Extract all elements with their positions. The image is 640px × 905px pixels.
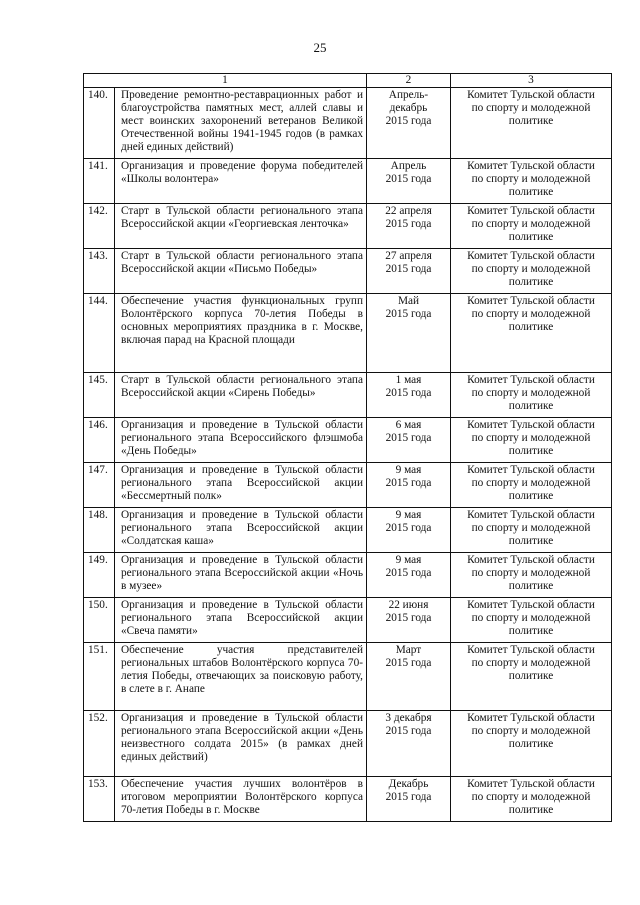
row-number: 148.: [84, 508, 115, 553]
responsible-party: [451, 88, 612, 159]
event-description: Организация и проведение в Тульской области регионального этапа Всероссийского флэшмоба «День Победы»: [115, 418, 367, 463]
event-description: Обеспечение участия лучших волонтёров в итоговом мероприятии Волонтёрского корпуса 70-летия Победы в г. Москве: [115, 777, 367, 822]
responsible-party-line: политике: [508, 670, 554, 682]
responsible-party-line: по спорту и молодежной: [471, 308, 591, 320]
responsible-party-line: политике: [508, 804, 554, 816]
responsible-party: [451, 294, 612, 373]
responsible-party-line: политике: [508, 580, 554, 592]
event-description: Организация и проведение форума победителей «Школы волонтера»: [115, 159, 367, 204]
responsible-party-line: политике: [508, 738, 554, 750]
responsible-party-line: Комитет Тульской области: [467, 374, 595, 386]
event-date-line: Май: [397, 295, 420, 307]
event-description: Обеспечение участия функциональных групп Волонтёрского корпуса 70-летия Победы в основных мероприятиях праздника в г. Москве, включая парад на Красной площади: [115, 294, 367, 373]
responsible-party-line: политике: [508, 625, 554, 637]
column-header-1: 1: [84, 74, 367, 88]
responsible-party-line: политике: [508, 400, 554, 412]
event-date-line: 2015 года: [385, 657, 432, 669]
table-row: [84, 418, 612, 463]
event-date: [367, 643, 451, 711]
event-description: Проведение ремонтно-реставрационных работ и благоустройства памятных мест, аллей славы и мест воинских захоронений ветеранов Великой Отечественной войны 1941-1945 годов (в рамках дней единых действий): [115, 88, 367, 159]
responsible-party-line: Комитет Тульской области: [467, 295, 595, 307]
responsible-party-line: Комитет Тульской области: [467, 644, 595, 656]
event-description: Старт в Тульской области регионального этапа Всероссийской акции «Письмо Победы»: [115, 249, 367, 294]
event-description: Организация и проведение в Тульской области регионального этапа Всероссийской акции «Ночь в музее»: [115, 553, 367, 598]
event-date: [367, 463, 451, 508]
event-date-line: 2015 года: [385, 522, 432, 534]
event-date-line: 2015 года: [385, 387, 432, 399]
event-date-line: 3 декабря: [385, 712, 432, 724]
event-description: Старт в Тульской области регионального этапа Всероссийской акции «Георгиевская ленточка»: [115, 204, 367, 249]
table-row: [84, 777, 612, 822]
table-row: [84, 598, 612, 643]
column-header-2: 2: [367, 74, 451, 88]
responsible-party: [451, 508, 612, 553]
responsible-party-line: по спорту и молодежной: [471, 477, 591, 489]
responsible-party-line: по спорту и молодежной: [471, 173, 591, 185]
event-date-line: 22 июня: [388, 599, 429, 611]
event-date: [367, 159, 451, 204]
row-number: 140.: [84, 88, 115, 159]
row-number: 150.: [84, 598, 115, 643]
row-number: 153.: [84, 777, 115, 822]
event-date: [367, 418, 451, 463]
table-row: [84, 643, 612, 711]
row-number: 149.: [84, 553, 115, 598]
responsible-party: [451, 204, 612, 249]
responsible-party: [451, 643, 612, 711]
responsible-party: [451, 159, 612, 204]
responsible-party: [451, 418, 612, 463]
column-header-3: 3: [451, 74, 612, 88]
row-number: 143.: [84, 249, 115, 294]
event-date-line: 2015 года: [385, 263, 432, 275]
event-date-line: 1 мая: [395, 374, 422, 386]
responsible-party-line: Комитет Тульской области: [467, 89, 595, 101]
responsible-party-line: Комитет Тульской области: [467, 464, 595, 476]
responsible-party-line: по спорту и молодежной: [471, 612, 591, 624]
responsible-party-line: по спорту и молодежной: [471, 218, 591, 230]
table-header-row: [84, 74, 612, 88]
responsible-party-line: по спорту и молодежной: [471, 657, 591, 669]
event-date: [367, 249, 451, 294]
event-date: [367, 553, 451, 598]
responsible-party-line: политике: [508, 276, 554, 288]
responsible-party-line: по спорту и молодежной: [471, 432, 591, 444]
responsible-party-line: по спорту и молодежной: [471, 725, 591, 737]
responsible-party-line: Комитет Тульской области: [467, 509, 595, 521]
row-number: 151.: [84, 643, 115, 711]
responsible-party: [451, 711, 612, 777]
responsible-party-line: Комитет Тульской области: [467, 599, 595, 611]
event-description: Организация и проведение в Тульской области регионального этапа Всероссийской акции «Бессмертный полк»: [115, 463, 367, 508]
table-row: [84, 88, 612, 159]
responsible-party-line: политике: [508, 231, 554, 243]
events-table: [83, 73, 612, 822]
event-date-line: 2015 года: [385, 725, 432, 737]
responsible-party-line: по спорту и молодежной: [471, 263, 591, 275]
event-date-line: 2015 года: [385, 432, 432, 444]
event-date-line: 2015 года: [385, 115, 432, 127]
event-date: [367, 711, 451, 777]
responsible-party-line: Комитет Тульской области: [467, 554, 595, 566]
event-date-line: декабрь: [389, 102, 428, 114]
row-number: 147.: [84, 463, 115, 508]
responsible-party: [451, 373, 612, 418]
table-row: [84, 294, 612, 373]
event-date: [367, 777, 451, 822]
row-number: 152.: [84, 711, 115, 777]
table-row: [84, 508, 612, 553]
event-date: [367, 508, 451, 553]
event-date: [367, 294, 451, 373]
event-date-line: 9 мая: [395, 509, 422, 521]
event-date-line: 2015 года: [385, 791, 432, 803]
table-row: [84, 204, 612, 249]
row-number: 144.: [84, 294, 115, 373]
table-body: [84, 74, 612, 822]
responsible-party-line: Комитет Тульской области: [467, 712, 595, 724]
event-description: Обеспечение участия представителей региональных штабов Волонтёрского корпуса 70-летия Победы, отвечающих за поисковую работу, в слете в г. Анапе: [115, 643, 367, 711]
event-date-line: 6 мая: [395, 419, 422, 431]
responsible-party-line: по спорту и молодежной: [471, 387, 591, 399]
event-date-line: Апрель: [390, 160, 427, 172]
responsible-party: [451, 598, 612, 643]
event-date: [367, 373, 451, 418]
page-number: 25: [313, 40, 327, 55]
event-date-line: 2015 года: [385, 173, 432, 185]
row-number: 142.: [84, 204, 115, 249]
event-date-line: Апрель-: [388, 89, 429, 101]
event-date-line: 2015 года: [385, 567, 432, 579]
event-description: Организация и проведение в Тульской области регионального этапа Всероссийской акции «Солдатская каша»: [115, 508, 367, 553]
event-date-line: 22 апреля: [385, 205, 432, 217]
responsible-party-line: политике: [508, 535, 554, 547]
responsible-party-line: политике: [508, 321, 554, 333]
event-date-line: Декабрь: [388, 778, 429, 790]
event-date-line: Март: [395, 644, 422, 656]
responsible-party-line: по спорту и молодежной: [471, 791, 591, 803]
event-date-line: 2015 года: [385, 612, 432, 624]
responsible-party: [451, 463, 612, 508]
event-date: [367, 88, 451, 159]
table-row: [84, 553, 612, 598]
event-description: Организация и проведение в Тульской области регионального этапа Всероссийской акции «Свеча памяти»: [115, 598, 367, 643]
table-row: [84, 159, 612, 204]
event-date: [367, 204, 451, 249]
event-description: Организация и проведение в Тульской области регионального этапа Всероссийской акции «День неизвестного солдата 2015» (в рамках дней единых действий): [115, 711, 367, 777]
responsible-party-line: Комитет Тульской области: [467, 250, 595, 262]
responsible-party-line: Комитет Тульской области: [467, 205, 595, 217]
row-number: 146.: [84, 418, 115, 463]
responsible-party-line: политике: [508, 186, 554, 198]
event-date-line: 9 мая: [395, 464, 422, 476]
responsible-party: [451, 553, 612, 598]
row-number: 145.: [84, 373, 115, 418]
responsible-party-line: политике: [508, 445, 554, 457]
event-date-line: 9 мая: [395, 554, 422, 566]
event-date-line: 2015 года: [385, 218, 432, 230]
responsible-party-line: политике: [508, 115, 554, 127]
responsible-party-line: по спорту и молодежной: [471, 522, 591, 534]
responsible-party: [451, 777, 612, 822]
table-row: [84, 373, 612, 418]
responsible-party-line: политике: [508, 490, 554, 502]
event-date: [367, 598, 451, 643]
table-row: [84, 249, 612, 294]
table-row: [84, 463, 612, 508]
responsible-party-line: по спорту и молодежной: [471, 102, 591, 114]
row-number: 141.: [84, 159, 115, 204]
responsible-party: [451, 249, 612, 294]
responsible-party-line: по спорту и молодежной: [471, 567, 591, 579]
event-description: Старт в Тульской области регионального этапа Всероссийской акции «Сирень Победы»: [115, 373, 367, 418]
responsible-party-line: Комитет Тульской области: [467, 160, 595, 172]
event-date-line: 27 апреля: [385, 250, 432, 262]
responsible-party-line: Комитет Тульской области: [467, 778, 595, 790]
responsible-party-line: Комитет Тульской области: [467, 419, 595, 431]
event-date-line: 2015 года: [385, 477, 432, 489]
event-date-line: 2015 года: [385, 308, 432, 320]
table-row: [84, 711, 612, 777]
